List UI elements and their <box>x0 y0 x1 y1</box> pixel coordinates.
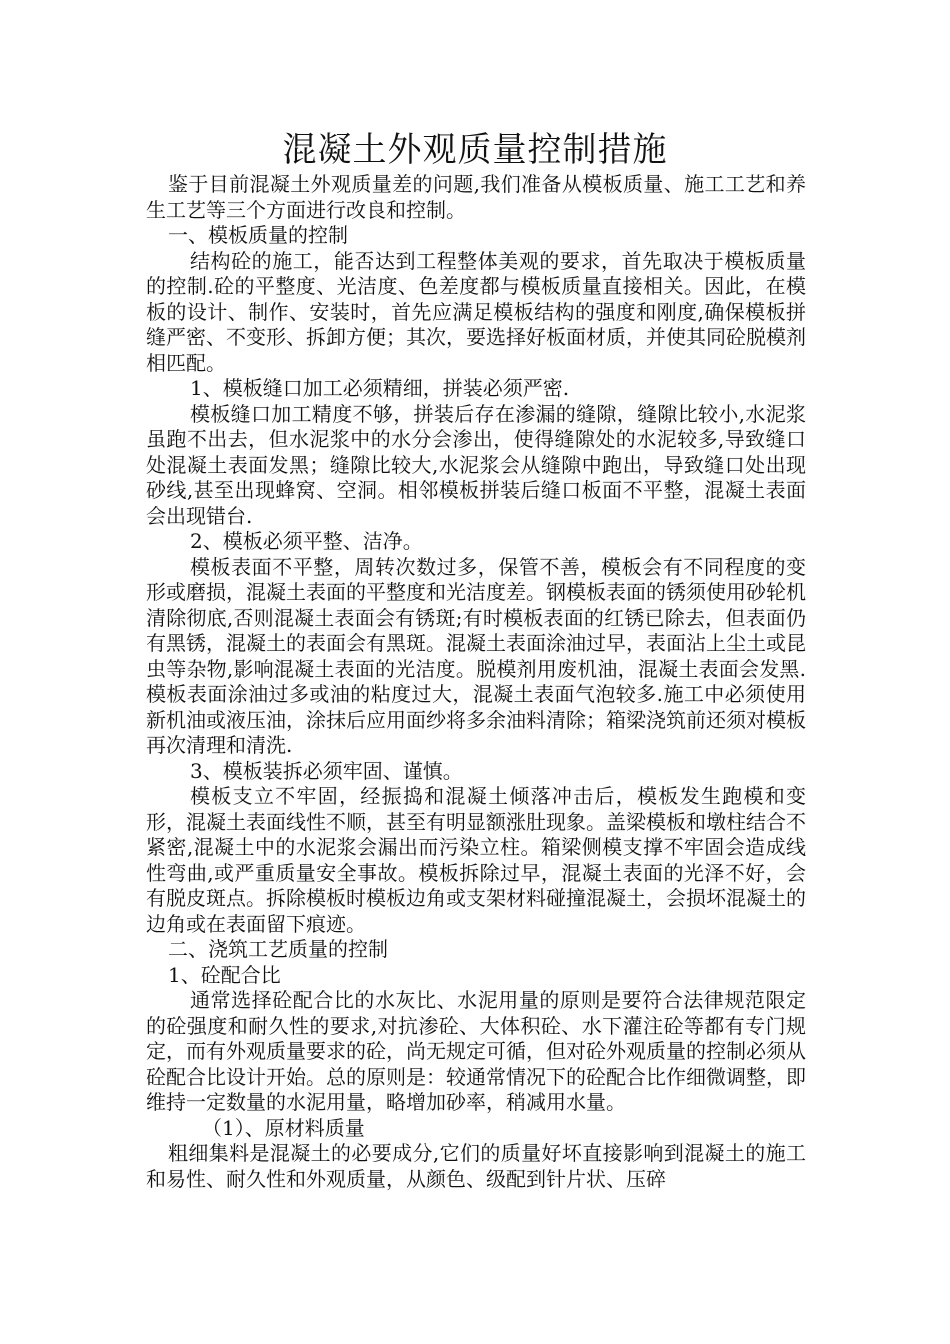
document-title: 混凝土外观质量控制措施 <box>282 130 668 170</box>
paragraph-mix-ratio: 通常选择砼配合比的水灰比、水泥用量的原则是要符合法律规范限定的砼强度和耐久性的要求,对抗渗砼、大体积砼、水下灌注砼等都有专门规定，而有外观质量要求的砼，尚无规定可循，但对砼外观质量的控制必须从砼配合比设计开始。总的原则是：较通常情况下的砼配合比作细微调整，即维持一定数量的水泥用量，略增加砂率，稍减用水量。 <box>146 988 806 1114</box>
subheading-install-removal: 3、模板装拆必须牢固、谨慎。 <box>190 758 463 783</box>
section-heading-formwork-quality: 一、模板质量的控制 <box>168 223 348 247</box>
paragraph-flat-clean: 模板表面不平整，周转次数过多，保管不善，模板会有不同程度的变形或磨损，混凝土表面的平整度和光洁度差。钢模板表面的锈须使用砂轮机清除彻底,否则混凝土表面会有锈斑;有时模板表面的红锈已除去，但表面仍有黑锈，混凝土的表面会有黑斑。混凝土表面涂油过早，表面沾上尘土或昆虫等杂物,影响混凝土表面的光洁度。脱模剂用废机油，混凝土表面会发黑.模板表面涂油过多或油的粘度过大，混凝土表面气泡较多.施工中必须使用新机油或液压油，涂抹后应用面纱将多余油料清除；箱梁浇筑前还须对模板再次清理和清洗. <box>146 554 806 757</box>
paragraph-raw-materials: 粗细集料是混凝土的必要成分,它们的质量好坏直接影响到混凝土的施工和易性、耐久性和外观质量，从颜色、级配到针片状、压碎 <box>146 1141 806 1191</box>
subheading-mix-ratio: 1、砼配合比 <box>168 962 281 987</box>
section-heading-pouring-quality: 二、浇筑工艺质量的控制 <box>168 937 388 961</box>
subheading-seam-processing: 1、模板缝口加工必须精细，拼装必须严密. <box>190 376 570 400</box>
document-body <box>146 172 806 1192</box>
paragraph-seam-processing: 模板缝口加工精度不够，拼装后存在渗漏的缝隙，缝隙比较小,水泥浆虽跑不出去，但水泥浆中的水分会渗出，使得缝隙处的水泥较多,导致缝口处混凝土表面发黑；缝隙比较大,水泥浆会从缝隙中跑出，导致缝口处出现砂线,甚至出现蜂窝、空洞。相邻模板拼装后缝口板面不平整，混凝土表面会出现错台. <box>146 401 806 528</box>
paragraph-formwork-overview: 结构砼的施工，能否达到工程整体美观的要求，首先取决于模板质量的控制.砼的平整度、光洁度、色差度都与模板质量直接相关。因此，在模板的设计、制作、安装时，首先应满足模板结构的强度和刚度,确保模板拼缝严密、不变形、拆卸方便；其次，要选择好板面材质，并使其同砼脱模剂相匹配。 <box>146 248 806 375</box>
paragraph-install-removal: 模板支立不牢固，经振捣和混凝土倾落冲击后，模板发生跑模和变形，混凝土表面线性不顺，甚至有明显额涨肚现象。盖梁模板和墩柱结合不紧密,混凝土中的水泥浆会漏出而污染立柱。箱梁侧模支撑不牢固会造成线性弯曲,或严重质量安全事故。模板拆除过早，混凝土表面的光泽不好，会有脱皮斑点。拆除模板时模板边角或支架材料碰撞混凝土，会损坏混凝土的边角或在表面留下痕迹。 <box>146 784 806 936</box>
intro-paragraph: 鉴于目前混凝土外观质量差的问题,我们准备从模板质量、施工工艺和养生工艺等三个方面进行改良和控制。 <box>146 172 806 222</box>
subheading-flat-clean: 2、模板必须平整、洁净。 <box>190 529 423 553</box>
subheading-raw-materials: （1）、原材料质量 <box>202 1115 365 1140</box>
